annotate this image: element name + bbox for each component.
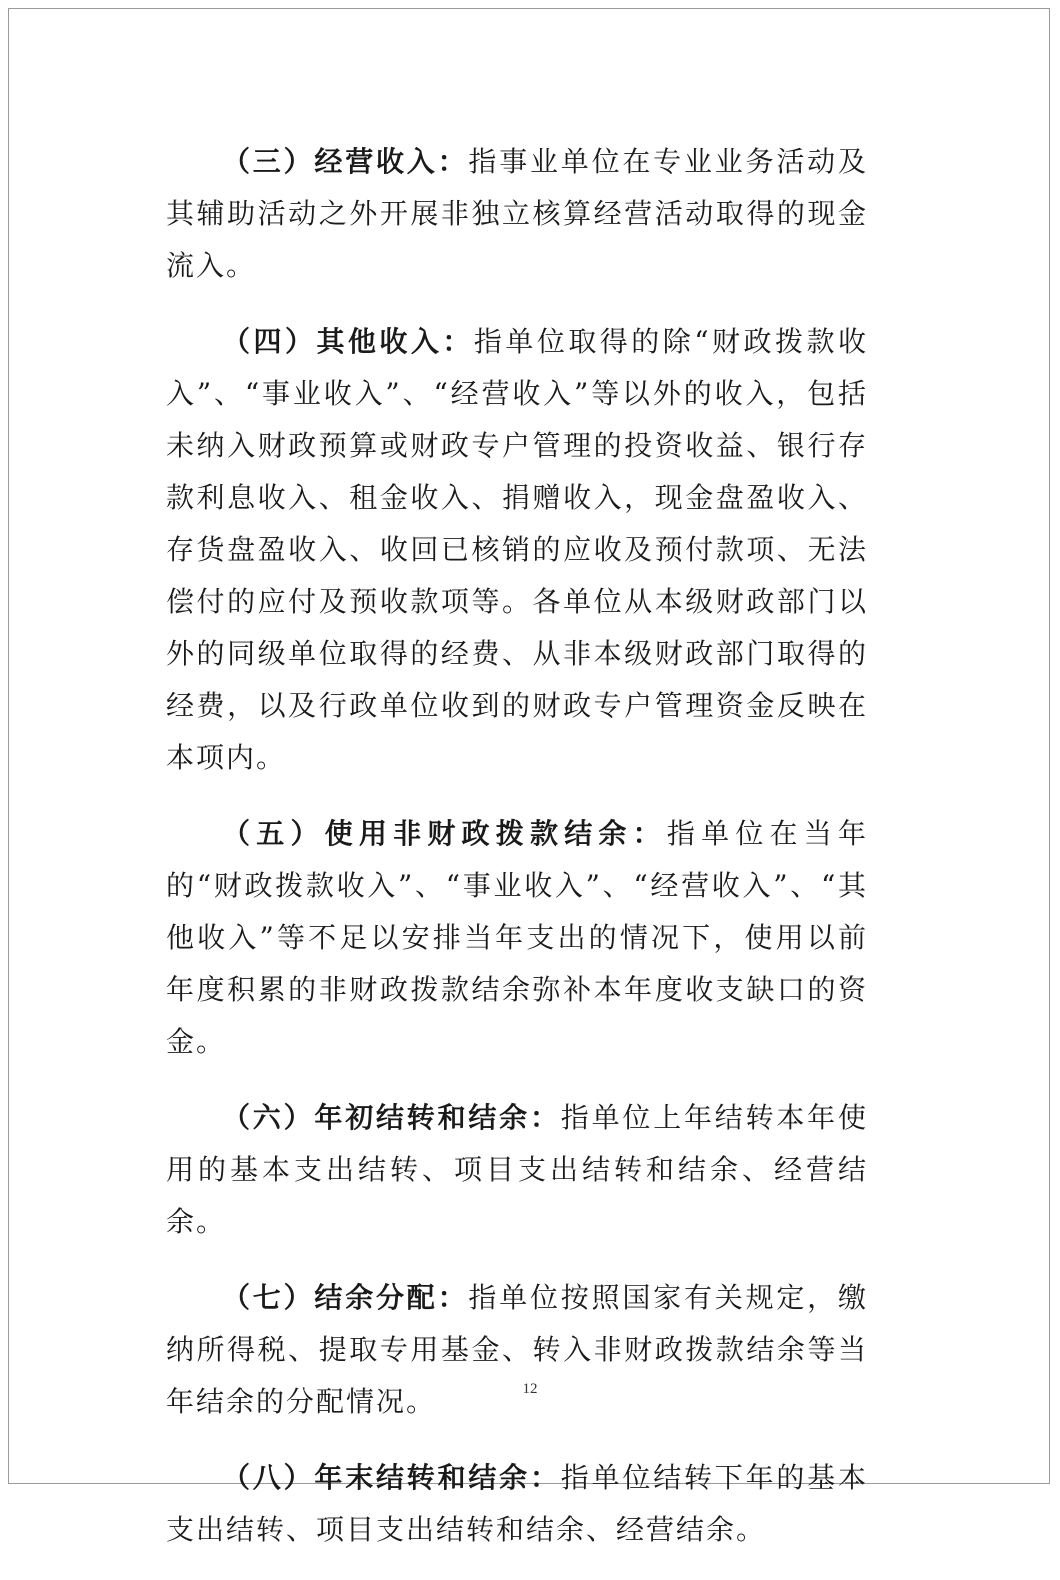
definition-operating-income: 指事业单位在专业业务活动及其辅助活动之外开展非独立核算经营活动取得的现金流入。 (166, 145, 868, 282)
paragraph-opening-carryover (166, 1092, 868, 1248)
definition-surplus-distribution: 指单位按照国家有关规定，缴纳所得税、提取专用基金、转入非财政拨款结余等当年结余的分配情况。 (166, 1281, 868, 1418)
document-body (166, 136, 868, 1580)
paragraph-closing-carryover (166, 1452, 868, 1556)
definition-closing-carryover: 指单位结转下年的基本支出结转、项目支出结转和结余、经营结余。 (166, 1461, 868, 1546)
paragraph-other-income (166, 316, 868, 784)
term-other-income: （四）其他收入： (222, 325, 474, 358)
term-closing-carryover: （八）年末结转和结余： (222, 1461, 561, 1494)
definition-other-income: 指单位取得的除“财政拨款收入”、“事业收入”、“经营收入”等以外的收入，包括未纳入财政预算或财政专户管理的投资收益、银行存款利息收入、租金收入、捐赠收入，现金盘盈收入、存货盘盈收入、收回已核销的应收及预付款项、无法偿付的应付及预收款项等。各单位从本级财政部门以外的同级单位取得的经费、从非本级财政部门取得的经费，以及行政单位收到的财政专户管理资金反映在本项内。 (166, 325, 868, 774)
term-operating-income: （三）经营收入： (222, 145, 469, 178)
term-non-fiscal-surplus-use: （五）使用非财政拨款结余： (222, 817, 667, 850)
term-opening-carryover: （六）年初结转和结余： (222, 1101, 561, 1134)
term-surplus-distribution: （七）结余分配： (222, 1281, 469, 1314)
paragraph-non-fiscal-surplus-use (166, 808, 868, 1068)
paragraph-surplus-distribution (166, 1272, 868, 1428)
page-number: 12 (522, 1381, 538, 1397)
definition-opening-carryover: 指单位上年结转本年使用的基本支出结转、项目支出结转和结余、经营结余。 (166, 1101, 868, 1238)
definition-non-fiscal-surplus-use: 指单位在当年的“财政拨款收入”、“事业收入”、“经营收入”、“其他收入”等不足以安排当年支出的情况下，使用以前年度积累的非财政拨款结余弥补本年度收支缺口的资金。 (166, 817, 868, 1058)
paragraph-operating-income (166, 136, 868, 292)
